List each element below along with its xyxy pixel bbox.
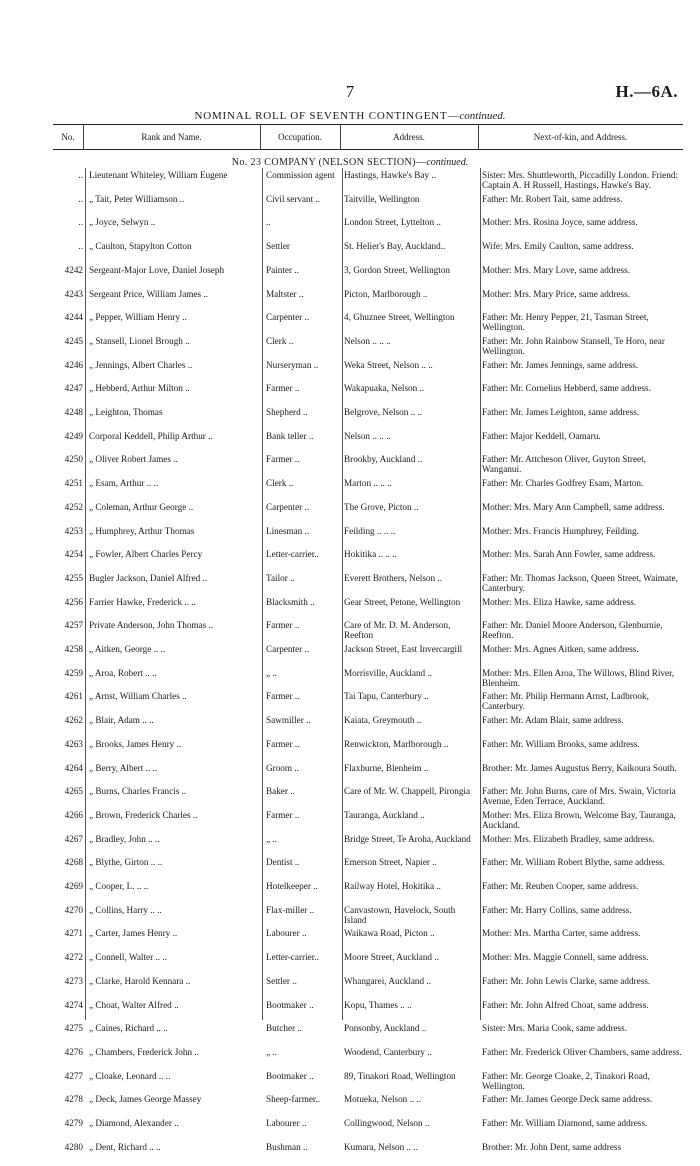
row-occupation: „ .. [266, 833, 277, 844]
row-rank-name: „ Choat, Walter Alfred .. [89, 999, 179, 1010]
table-row [0, 952, 700, 976]
table-row [0, 620, 700, 644]
row-occupation: Sheep-farmer.. [266, 1094, 321, 1105]
row-next-of-kin: Father: Mr. John Burns, care of Mrs. Swain, Victoria Avenue, Eden Terrace, Auckland. [482, 786, 676, 807]
row-address: Care of Mr. W. Chappell, Pirongia [344, 786, 471, 797]
row-next-of-kin: Mother: Mrs. Martha Carter, same address. [482, 928, 641, 939]
row-address: Belgrove, Nelson .. .. [344, 407, 423, 417]
table-row [0, 1142, 700, 1166]
row-rank-name: „ Aroa, Robert .. .. [89, 667, 157, 678]
table-row [0, 1118, 700, 1142]
table-row [0, 644, 700, 668]
page-number: 7 [345, 82, 355, 101]
table-row [0, 312, 700, 336]
table-row [0, 1071, 700, 1095]
row-next-of-kin: Father: Mr. John Lewis Clarke, same address. [482, 975, 651, 986]
row-address: Woodend, Canterbury .. [344, 1046, 432, 1057]
row-next-of-kin: Brother: Mr. John Dent, same address [482, 1141, 622, 1152]
row-address: Picton, Marlborough .. [344, 288, 428, 299]
row-occupation: „ .. [266, 1046, 277, 1057]
row-rank-name: „ Berry, Albert .. .. [89, 762, 158, 773]
row-next-of-kin: Mother: Mrs. Maggie Connell, same address. [482, 952, 649, 963]
row-number: 4280 [64, 1141, 83, 1152]
column-header-occupation: Occupation. [278, 132, 322, 142]
row-number: 4242 [64, 264, 83, 275]
row-next-of-kin: Mother: Mrs. Agnes Aitken, same address. [482, 644, 639, 654]
row-occupation: .. [266, 217, 271, 228]
row-number: 4277 [64, 1070, 83, 1081]
row-address: Wakapuaka, Nelson .. [344, 383, 425, 394]
row-address: Hastings, Hawke's Bay .. [344, 170, 436, 180]
row-rank-name: „ Cloake, Leonard .. .. [89, 1070, 171, 1081]
row-next-of-kin: Mother: Mrs. Eliza Brown, Welcome Bay, Tauranga, Auckland. [482, 809, 676, 830]
table-row [0, 383, 700, 407]
row-next-of-kin: Father: Mr. Thomas Jackson, Queen Street, Waimate, Canterbury. [482, 572, 678, 593]
row-next-of-kin: Father: Mr. William Diamond, same address. [482, 1118, 648, 1128]
row-rank-name: „ Brooks, James Henry .. [89, 738, 182, 749]
row-number: 4262 [64, 715, 83, 726]
row-number: 4270 [64, 904, 83, 915]
row-next-of-kin: Father: Mr. Philip Hermann Arnst, Ladbrook, Canterbury. [482, 691, 649, 712]
row-occupation: Bank teller .. [266, 430, 314, 441]
row-occupation: Bushman .. [266, 1141, 308, 1152]
row-address: Kopu, Thames .. .. [344, 999, 412, 1010]
row-rank-name: „ Brown, Frederick Charles .. [89, 809, 198, 820]
row-number: 4259 [64, 667, 83, 678]
row-occupation: Flax-miller .. [266, 904, 315, 915]
row-next-of-kin: Brother: Mr. James Augustus Berry, Kaikoura South. [482, 762, 677, 773]
row-address: Everett Brothers, Nelson .. [344, 572, 442, 583]
table-row [0, 1094, 700, 1118]
row-rank-name: „ Blythe, Girton .. .. [89, 857, 163, 868]
row-occupation: „ .. [266, 667, 277, 678]
row-number: 4253 [64, 525, 83, 536]
table-row [0, 597, 700, 621]
row-rank-name: „ Diamond, Alexander .. [89, 1118, 179, 1128]
row-rank-name: „ Dent, Richard .. .. [89, 1141, 161, 1152]
table-row [0, 360, 700, 384]
row-address: Emerson Street, Napier .. [344, 857, 437, 868]
row-rank-name: „ Bradley, John .. .. [89, 833, 160, 844]
row-rank-name: „ Hebberd, Arthur Milton .. [89, 383, 190, 394]
row-number: 4258 [64, 644, 83, 654]
table-row [0, 928, 700, 952]
row-number: 4267 [64, 833, 83, 844]
row-occupation: Shepherd .. [266, 407, 308, 417]
row-rank-name: „ Carter, James Henry .. [89, 928, 178, 939]
row-address: Hokitika .. .. .. [344, 549, 397, 560]
row-number: 4252 [64, 501, 83, 512]
row-next-of-kin: Father: Mr. William Brooks, same address. [482, 738, 640, 749]
table-row [0, 834, 700, 858]
row-next-of-kin: Father: Mr. John Rainbow Stansell, Te Horo, near Wellington. [482, 335, 665, 356]
row-next-of-kin: Mother: Mrs. Mary Ann Campbell, same address. [482, 501, 665, 512]
table-row [0, 1023, 700, 1047]
row-occupation: Labourer .. [266, 928, 307, 939]
row-occupation: Farmer .. [266, 691, 300, 702]
row-next-of-kin: Father: Mr. William Robert Blythe, same address. [482, 857, 665, 868]
row-number: 4261 [64, 691, 83, 702]
table-row [0, 502, 700, 526]
row-address: Ponsonby, Auckland .. [344, 1023, 427, 1034]
row-address: Morrisville, Auckland .. [344, 667, 433, 678]
row-occupation: Sawmiller .. [266, 715, 311, 726]
table-row [0, 478, 700, 502]
row-number: 4272 [64, 952, 83, 963]
table-row [0, 905, 700, 929]
row-rank-name: „ Aitken, George .. .. [89, 644, 166, 654]
row-address: Nelson .. .. .. [344, 430, 391, 441]
row-rank-name: Sergeant Price, William James .. [89, 288, 208, 299]
row-number: 4273 [64, 975, 83, 986]
column-header-next-of-kin: Next-of-kin, and Address. [533, 132, 628, 142]
row-number: 4255 [64, 572, 83, 583]
row-address: Waikawa Road, Picton .. [344, 928, 435, 939]
row-next-of-kin: Father: Mr. Adam Blair, same address. [482, 715, 624, 726]
title-main: NOMINAL ROLL OF SEVENTH CONTINGENT— [194, 110, 460, 122]
column-header-no: No. [61, 132, 75, 142]
row-number: 4257 [64, 620, 83, 631]
row-address: Kaiata, Greymouth .. [344, 715, 422, 726]
row-next-of-kin: Sister: Mrs. Shuttleworth, Piccadilly London. Friend: Captain A. H Russell, Hastings, Hawke's Bay. [482, 170, 678, 190]
row-next-of-kin: Father: Mr. Robert Tait, same address. [482, 193, 623, 204]
table-row [0, 573, 700, 597]
row-address: Nelson .. .. .. [344, 335, 391, 346]
table-row [0, 431, 700, 455]
row-rank-name: Sergeant-Major Love, Daniel Joseph [89, 264, 225, 275]
table-row [0, 217, 700, 241]
row-rank-name: Bugler Jackson, Daniel Alfred .. [89, 572, 208, 583]
row-occupation: Maltster .. [266, 288, 304, 299]
row-occupation: Carpenter .. [266, 644, 310, 654]
row-number: .. [78, 193, 83, 204]
row-rank-name: Corporal Keddell, Philip Arthur .. [89, 430, 213, 441]
row-occupation: Labourer .. [266, 1118, 307, 1128]
row-number: 4243 [64, 288, 83, 299]
row-address: Marton .. .. .. [344, 478, 392, 489]
row-address: 3, Gordon Street, Wellington [344, 264, 451, 275]
row-number: .. [78, 241, 83, 252]
row-occupation: Commission agent [266, 170, 335, 180]
row-occupation: Dentist .. [266, 857, 300, 868]
row-next-of-kin: Father: Major Keddell, Oamaru. [482, 430, 601, 441]
row-next-of-kin: Father: Mr. James Jennings, same address. [482, 359, 639, 370]
row-number: 4266 [64, 809, 83, 820]
row-next-of-kin: Father: Mr. Attcheson Oliver, Guyton Street, Wanganui. [482, 454, 646, 475]
row-address: 4, Ghuznee Street, Wellington [344, 312, 455, 323]
row-number: 4271 [64, 928, 83, 939]
row-number: 4265 [64, 786, 83, 797]
row-rank-name: Lieutenant Whiteley, William Eugene [89, 170, 228, 180]
row-rank-name: „ Humphrey, Arthur Thomas [89, 525, 195, 536]
row-next-of-kin: Father: Mr. John Alfred Choat, same address. [482, 999, 649, 1010]
row-rank-name: „ Collins, Harry .. .. [89, 904, 162, 915]
row-next-of-kin: Father: Mr. Harry Collins, same address. [482, 904, 632, 915]
row-occupation: Carpenter .. [266, 312, 310, 323]
row-rank-name: „ Chambers, Frederick John .. [89, 1046, 199, 1057]
row-next-of-kin: Mother: Mrs. Eliza Hawke, same address. [482, 596, 637, 607]
row-address: Tai Tapu, Canterbury .. [344, 691, 429, 702]
row-occupation: Painter .. [266, 264, 299, 275]
row-number: 4279 [64, 1118, 83, 1128]
row-address: 89, Tinakori Road, Wellington [344, 1070, 456, 1081]
row-address: Care of Mr. D. M. Anderson, Reefton [344, 620, 451, 641]
row-next-of-kin: Wife: Mrs. Emily Caulton, same address. [482, 241, 634, 252]
row-address: London Street, Lyttelton .. [344, 217, 441, 228]
row-number: 4274 [64, 999, 83, 1010]
table-row [0, 786, 700, 810]
row-occupation: Bootmaker .. [266, 1070, 314, 1081]
row-address: Moore Street, Auckland .. [344, 952, 439, 963]
row-number: 4268 [64, 857, 83, 868]
row-next-of-kin: Mother: Mrs. Ellen Aroa, The Willows, Blind River, Blenheim. [482, 667, 675, 688]
row-occupation: Baker .. [266, 786, 295, 797]
column-header-address: Address. [393, 132, 425, 142]
row-number: 4269 [64, 881, 83, 891]
row-rank-name: „ Oliver Robert James .. [89, 454, 178, 465]
row-number: 4250 [64, 454, 83, 465]
table-row [0, 857, 700, 881]
row-rank-name: „ Jennings, Albert Charles .. [89, 359, 193, 370]
row-number: 4275 [64, 1023, 83, 1034]
row-rank-name: „ Arnst, William Charles .. [89, 691, 187, 702]
row-number: 4245 [64, 335, 83, 346]
row-occupation: Farmer .. [266, 620, 300, 631]
row-rank-name: „ Leighton, Thomas [89, 407, 163, 417]
row-rank-name: „ Tait, Peter Williamson .. [89, 193, 185, 204]
row-occupation: Clerk .. [266, 335, 294, 346]
row-address: Railway Hotel, Hokitika .. [344, 881, 441, 891]
row-occupation: Letter-carrier.. [266, 952, 319, 963]
row-rank-name: „ Cooper, L. .. .. [89, 881, 149, 891]
row-occupation: Civil servant .. [266, 193, 321, 204]
row-occupation: Carpenter .. [266, 501, 310, 512]
row-next-of-kin: Father: Mr. Charles Godfrey Esam, Marton. [482, 478, 644, 489]
table-row [0, 549, 700, 573]
row-number: 4251 [64, 478, 83, 489]
row-address: Whangarei, Auckland .. [344, 975, 431, 986]
row-number: 4244 [64, 312, 83, 323]
row-next-of-kin: Mother: Mrs. Mary Price, same address. [482, 288, 630, 299]
row-occupation: Letter-carrier.. [266, 549, 319, 560]
row-next-of-kin: Father: Mr. Reuben Cooper, same address. [482, 881, 639, 891]
row-occupation: Nurseryman .. [266, 359, 319, 370]
row-occupation: Settler .. [266, 975, 297, 986]
row-occupation: Blacksmith .. [266, 596, 315, 607]
row-address: Bridge Street, Te Aroha, Auckland [344, 833, 471, 844]
row-rank-name: „ Pepper, William Henry .. [89, 312, 187, 323]
row-address: Canvastown, Havelock, South Island [344, 904, 456, 925]
table-row [0, 289, 700, 313]
title-suffix: continued. [459, 110, 506, 122]
row-rank-name: „ Clarke, Harold Kennara .. [89, 975, 191, 986]
row-rank-name: „ Caulton, Stapylton Cotton [89, 241, 192, 252]
row-next-of-kin: Mother: Mrs. Rosina Joyce, same address. [482, 217, 638, 228]
row-next-of-kin: Father: Mr. Henry Pepper, 21, Tasman Street, Wellington. [482, 312, 649, 333]
row-rank-name: „ Deck, James George Massey [89, 1094, 202, 1105]
row-rank-name: „ Connell, Walter .. .. [89, 952, 167, 963]
row-next-of-kin: Father: Mr. James Leighton, same address. [482, 407, 640, 417]
row-rank-name: „ Fowler, Albert Charles Percy [89, 549, 203, 560]
row-occupation: Butcher .. [266, 1023, 302, 1034]
row-number: 4263 [64, 738, 83, 749]
row-next-of-kin: Mother: Mrs. Francis Humphrey, Feilding. [482, 525, 639, 536]
row-occupation: Farmer .. [266, 738, 300, 749]
table-row [0, 1000, 700, 1024]
row-next-of-kin: Mother: Mrs. Elizabeth Bradley, same address. [482, 833, 655, 844]
row-address: Renwickton, Marlborough .. [344, 738, 449, 749]
row-number: 4264 [64, 762, 83, 773]
table-row [0, 454, 700, 478]
row-rank-name: Private Anderson, John Thomas .. [89, 620, 214, 631]
column-header-name: Rank and Name. [141, 132, 202, 142]
row-address: Jackson Street, East Invercargill [344, 644, 463, 654]
row-rank-name: Farrier Hawke, Frederick .. .. [89, 596, 196, 607]
row-occupation: Clerk .. [266, 478, 294, 489]
row-address: Kumara, Nelson .. .. [344, 1141, 418, 1152]
table-row [0, 265, 700, 289]
table-row [0, 526, 700, 550]
row-rank-name: „ Joyce, Selwyn .. [89, 217, 156, 228]
table-row [0, 763, 700, 787]
row-rank-name: „ Caines, Richard .. .. [89, 1023, 168, 1034]
row-number: 4278 [64, 1094, 83, 1105]
row-occupation: Groom .. [266, 762, 299, 773]
table-row [0, 407, 700, 431]
table-row [0, 739, 700, 763]
row-next-of-kin: Father: Mr. Daniel Moore Anderson, Glenburnie, Reefton. [482, 620, 663, 641]
row-number: .. [78, 170, 83, 180]
row-number: 4254 [64, 549, 83, 560]
row-occupation: Tailor .. [266, 572, 295, 583]
row-number: 4256 [64, 596, 83, 607]
row-number: 4248 [64, 407, 83, 417]
table-row [0, 1047, 700, 1071]
row-address: Brookby, Auckland .. [344, 454, 423, 465]
table-row [0, 976, 700, 1000]
row-rank-name: „ Blair, Adam .. .. [89, 715, 154, 726]
section-main: No. 23 COMPANY (NELSON SECTION)— [231, 157, 427, 168]
row-next-of-kin: Father: Mr. Cornelius Hebberd, same address. [482, 383, 651, 394]
table-row [0, 691, 700, 715]
table-row [0, 810, 700, 834]
row-address: Tauranga, Auckland .. [344, 809, 425, 820]
table-row [0, 715, 700, 739]
table-row [0, 194, 700, 218]
section-heading [0, 157, 700, 168]
document-reference: H.—6A. [615, 82, 678, 101]
section-suffix: continued. [426, 157, 469, 168]
row-rank-name: „ Burns, Charles Francis .. [89, 786, 187, 797]
row-next-of-kin: Mother: Mrs. Mary Love, same address. [482, 264, 630, 275]
row-occupation: Hotelkeeper .. [266, 881, 318, 891]
row-next-of-kin: Sister: Mrs. Maria Cook, same address. [482, 1023, 627, 1034]
row-address: Gear Street, Petone, Wellington [344, 596, 461, 607]
row-address: Motueka, Nelson .. .. [344, 1094, 422, 1105]
row-occupation: Linesman .. [266, 525, 310, 536]
row-address: St. Helier's Bay, Auckland.. [344, 241, 446, 252]
table-row [0, 336, 700, 360]
row-occupation: Farmer .. [266, 454, 300, 465]
row-occupation: Farmer .. [266, 809, 300, 820]
page-title [0, 110, 700, 122]
row-address: Feilding .. .. .. [344, 525, 396, 536]
row-next-of-kin: Father: Mr. James George Deck same address. [482, 1094, 653, 1105]
table-header [53, 124, 683, 150]
row-address: The Grove, Picton .. [344, 501, 419, 512]
row-rank-name: „ Stansell, Lionel Brough .. [89, 335, 190, 346]
table-row [0, 881, 700, 905]
row-number: 4246 [64, 359, 83, 370]
row-number: 4249 [64, 430, 83, 441]
row-next-of-kin: Father: Mr. Frederick Oliver Chambers, same address. [482, 1046, 682, 1057]
row-number: 4276 [64, 1046, 83, 1057]
row-occupation: Bootmaker .. [266, 999, 314, 1010]
row-address: Collingwood, Nelson .. [344, 1118, 430, 1128]
row-address: Flaxburne, Blenheim .. [344, 762, 429, 773]
table-row [0, 241, 700, 265]
row-number: .. [78, 217, 83, 228]
row-address: Weka Street, Nelson .. .. [344, 359, 433, 370]
row-number: 4247 [64, 383, 83, 394]
row-rank-name: „ Esam, Arthur .. .. [89, 478, 159, 489]
row-next-of-kin: Mother: Mrs. Sarah Ann Fowler, same address. [482, 549, 656, 560]
row-occupation: Farmer .. [266, 383, 300, 394]
table-row [0, 170, 700, 194]
table-row [0, 668, 700, 692]
row-occupation: Settler [266, 241, 290, 252]
row-next-of-kin: Father: Mr. George Cloake, 2, Tinakori Road, Wellington. [482, 1070, 650, 1091]
row-address: Taitville, Wellington [344, 193, 420, 204]
row-rank-name: „ Coleman, Arthur George .. [89, 501, 194, 512]
